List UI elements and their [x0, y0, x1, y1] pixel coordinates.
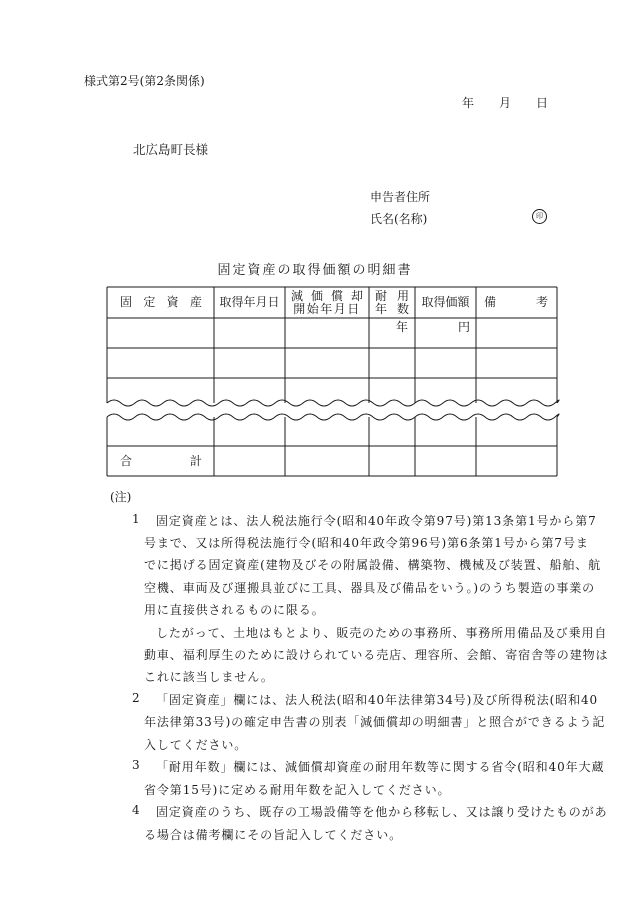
- header-life-char: 耐: [375, 289, 388, 303]
- note-2-line: 入してください。: [144, 738, 248, 752]
- note-1-line: 固定資産とは、法人税法施行令(昭和40年政令第97号)第13条第1号から第7: [156, 514, 597, 528]
- header-life-char: 年: [375, 302, 388, 316]
- note-3-line: 省令第15号)に定める耐用年数を記入してください。: [144, 783, 451, 797]
- notes-heading: (注): [110, 490, 132, 504]
- note-1-line: 空機、車両及び運搬具並びに工具、器具及び備品をいう。)のうち製造の事業の: [144, 581, 596, 595]
- date-year-label: 年: [462, 96, 475, 110]
- note-1-paragraph-2-line: これに該当しません。: [144, 670, 274, 684]
- header-depreciation-line2: 開始年月日: [293, 302, 361, 316]
- date-day-label: 日: [535, 96, 548, 110]
- header-remarks-char: 考: [535, 295, 548, 309]
- header-asset-char: 固: [120, 295, 133, 309]
- header-depr-char: 価: [310, 289, 323, 303]
- header-depr-char: 減: [291, 289, 304, 303]
- header-asset-char: 定: [143, 295, 156, 309]
- header-depr-char: 却: [350, 289, 363, 303]
- note-4-line: る場合は備考欄にその旨記入してください。: [144, 828, 403, 842]
- note-1-line: でに掲げる固定資産(建物及びその附属設備、構築物、機械及び装置、船舶、航: [144, 558, 602, 572]
- total-label: [120, 455, 202, 468]
- note-2-number: 2: [132, 691, 140, 705]
- break-line-lower: [107, 414, 559, 420]
- note-3-number: 3: [132, 758, 140, 772]
- header-remarks-char: 備: [484, 295, 497, 309]
- note-1-paragraph-2-line: 動車、福利厚生のために設けられている売店、理容所、会館、寄宿舎等の建物は: [144, 648, 609, 662]
- note-2-line: 年法律第33号)の確定申告書の別表「減価償却の明細書」と照合ができるよう記: [144, 715, 606, 729]
- form-number: 様式第2号(第2条関係): [84, 74, 205, 88]
- header-acquisition-price: 取得価額: [421, 295, 470, 309]
- header-acquired-date: 取得年月日: [219, 295, 280, 309]
- note-1-line: 用に直接供されるものに限る。: [144, 603, 325, 617]
- seal-icon: 印: [532, 209, 547, 224]
- total-label-char: 合: [120, 454, 133, 468]
- addressee: 北広島町長様: [133, 142, 209, 157]
- total-label-char: 計: [189, 454, 202, 468]
- header-asset-char: 資: [166, 295, 179, 309]
- note-3-line: 「耐用年数」欄には、減価償却資産の耐用年数等に関する省令(昭和40年大蔵: [156, 760, 605, 774]
- note-2-line: 「固定資産」欄には、法人税法(昭和40年法律第34号)及び所得税法(昭和40: [156, 693, 599, 707]
- date-month-label: 月: [498, 96, 511, 110]
- document-title: 固定資産の取得価額の明細書: [217, 263, 413, 278]
- header-remarks: [484, 296, 548, 309]
- applicant-address-label: 申告者住所: [370, 190, 431, 204]
- header-life-char: 数: [396, 302, 409, 316]
- note-4-number: 4: [132, 803, 140, 817]
- note-4-line: 固定資産のうち、既存の工場設備等を他から移転し、又は譲り受けたものがあ: [156, 805, 608, 819]
- header-life-char: 用: [396, 289, 409, 303]
- note-1-number: 1: [132, 512, 140, 526]
- unit-yen-label: 円: [458, 320, 471, 334]
- applicant-name-label: 氏名(名称): [370, 212, 428, 226]
- note-1-line: 号まで、又は所得税法施行令(昭和40年政令第96号)第6条第1号から第7号ま: [144, 536, 589, 550]
- header-useful-life-line2: [375, 303, 409, 316]
- header-asset: [120, 296, 202, 309]
- break-line-upper: [107, 400, 559, 406]
- unit-year-label: 年: [396, 320, 409, 334]
- header-asset-char: 産: [189, 295, 202, 309]
- header-depr-char: 償: [330, 289, 343, 303]
- note-1-paragraph-2-line: したがって、土地はもとより、販売のための事務所、事務所用備品及び乗用自: [156, 626, 608, 640]
